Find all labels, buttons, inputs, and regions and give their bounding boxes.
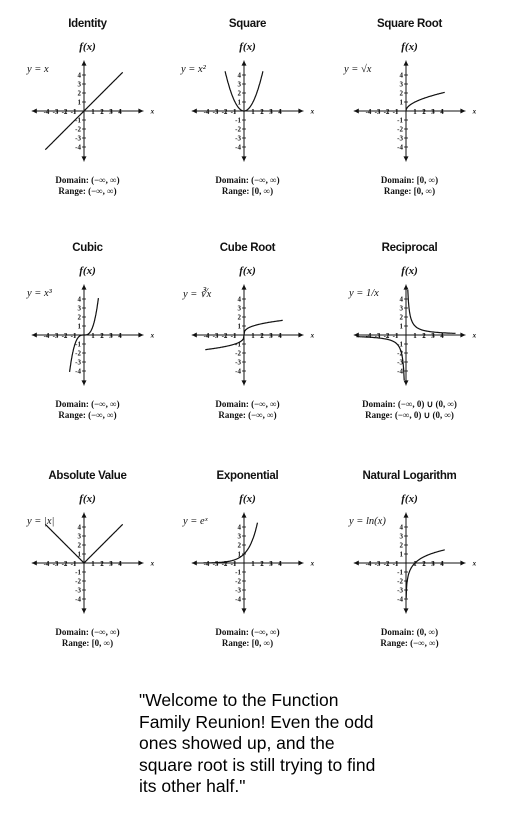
x-tick-label: -4 [365,332,372,340]
y-tick-label: -4 [75,367,81,376]
x-tick-label: -4 [43,560,50,568]
y-tick-label: -3 [75,134,81,143]
panel-title: Reciprocal [381,242,438,254]
x-tick-label: 1 [413,108,417,116]
y-tick-label: -1 [397,568,403,577]
y-tick-label: -2 [75,577,81,586]
y-tick-label: 3 [237,304,241,313]
y-tick-label: 3 [399,532,403,541]
y-tick-label: -3 [75,586,81,595]
y-axis-arrow-bottom [82,608,87,613]
graph [325,452,494,652]
x-axis-arrow-left [192,561,197,566]
x-axis-arrow [298,561,303,566]
x-tick-label: 3 [431,332,435,340]
x-tick-label: -4 [365,108,372,116]
y-axis-arrow-bottom [82,380,87,385]
fx-label: f(x) [239,41,256,53]
y-tick-label: -2 [397,349,403,358]
x-tick-label: 4 [440,332,444,340]
graph [325,0,494,200]
y-axis-arrow [242,513,247,518]
x-tick-label: -2 [383,108,390,116]
graph [163,0,332,200]
y-tick-label: 2 [237,313,241,322]
y-axis-arrow [404,61,409,66]
y-tick-label: -2 [75,349,81,358]
panel-square-root [325,0,494,225]
x-tick-label: 1 [91,332,95,340]
y-tick-label: 3 [77,304,81,313]
x-tick-label: 4 [278,108,282,116]
y-axis-arrow-bottom [404,608,409,613]
domain-text: Domain: (−∞, ∞) [55,627,120,637]
x-tick-label: -3 [212,332,219,340]
x-tick-label: -4 [43,332,50,340]
x-axis-arrow-left [354,561,359,566]
range-text: Range: [0, ∞) [383,186,436,196]
x-tick-label: -3 [52,332,59,340]
x-axis-arrow-left [32,333,37,338]
y-tick-label: -2 [397,577,403,586]
y-axis-arrow [82,285,87,290]
x-axis-arrow-left [32,561,37,566]
x-tick-label: 2 [422,108,426,116]
y-tick-label: -3 [397,358,403,367]
x-axis-arrow [460,333,465,338]
function-curve [406,550,445,598]
y-tick-label: -3 [397,586,403,595]
y-tick-label: -3 [235,134,241,143]
panel-title: Exponential [216,470,279,482]
x-tick-label: -1 [230,108,237,116]
y-tick-label: -1 [397,116,403,125]
x-axis-arrow [138,109,143,114]
x-axis-arrow [138,333,143,338]
x-tick-label: -1 [70,108,77,116]
panel-title: Cube Root [219,242,276,254]
graph [163,224,332,424]
range-text: Range: (−∞, ∞) [58,410,117,420]
x-tick-label: 3 [109,108,113,116]
x-tick-label: 4 [440,560,444,568]
y-tick-label: 4 [77,523,81,532]
y-tick-label: 1 [237,550,241,559]
y-axis-arrow-bottom [82,156,87,161]
x-axis-label: x [310,107,315,116]
panel-cubic [3,224,172,449]
y-tick-label: 3 [399,304,403,313]
panel-natural-logarithm [325,452,494,677]
x-tick-label: -2 [221,560,228,568]
function-equation: y = |x| [27,516,55,527]
domain-text: Domain: (−∞, ∞) [215,399,280,409]
x-tick-label: 3 [269,108,273,116]
x-tick-label: 4 [118,560,122,568]
graph [3,452,172,652]
y-axis-arrow [242,61,247,66]
function-equation: y = eˣ [183,516,208,527]
panel-title: Square Root [376,18,443,30]
x-tick-label: -1 [392,332,399,340]
y-tick-label: 1 [399,322,403,331]
y-tick-label: -2 [235,349,241,358]
x-tick-label: 2 [100,332,104,340]
x-axis-arrow [298,333,303,338]
x-axis-arrow-left [32,109,37,114]
y-tick-label: 4 [399,523,403,532]
axes-group [192,285,315,386]
x-axis-label: x [150,331,155,340]
panel-title: Cubic [72,242,103,254]
x-axis-label: x [150,559,155,568]
y-tick-label: -3 [235,358,241,367]
x-axis-label: x [472,559,477,568]
y-tick-label: -1 [397,340,403,349]
y-tick-label: 2 [399,89,403,98]
y-tick-label: -4 [397,595,403,604]
y-tick-label: -2 [397,125,403,134]
x-tick-label: -2 [61,560,68,568]
y-axis-arrow [404,513,409,518]
y-tick-label: -4 [75,143,81,152]
x-tick-label: 2 [260,108,264,116]
range-text: Range: [0, ∞) [221,186,274,196]
panel-absolute-value [3,452,172,677]
y-tick-label: -1 [75,568,81,577]
x-axis-label: x [310,331,315,340]
graph [163,452,332,652]
y-tick-label: -4 [75,595,81,604]
y-tick-label: 1 [77,98,81,107]
x-tick-label: -3 [212,560,219,568]
fx-label: f(x) [239,493,256,505]
y-tick-label: -2 [235,125,241,134]
caption-text: "Welcome to the Function Family Reunion! Even the odd ones showed up, and the square root is still trying to find its other half." [139,690,376,796]
y-tick-label: -1 [235,568,241,577]
y-tick-label: 1 [237,98,241,107]
y-tick-label: -2 [235,577,241,586]
function-curve [204,523,258,563]
x-tick-label: -2 [61,332,68,340]
x-tick-label: -2 [383,332,390,340]
x-tick-label: 2 [100,108,104,116]
x-tick-label: 1 [413,332,417,340]
y-tick-label: -2 [75,125,81,134]
x-axis-arrow [298,109,303,114]
y-tick-label: 4 [237,295,241,304]
y-tick-label: -1 [235,116,241,125]
axes-group [192,61,315,162]
y-axis-arrow [82,61,87,66]
x-axis-arrow [138,561,143,566]
domain-text: Domain: (−∞, ∞) [55,399,120,409]
x-tick-label: -2 [383,560,390,568]
x-tick-label: -4 [365,560,372,568]
y-tick-label: 1 [237,322,241,331]
x-tick-label: 3 [109,560,113,568]
function-equation: y = x² [181,64,206,75]
panel-cube-root [163,224,332,449]
y-axis-arrow-bottom [242,156,247,161]
x-tick-label: 2 [260,560,264,568]
fx-label: f(x) [401,493,418,505]
panel-title: Square [228,18,267,30]
fx-label: f(x) [79,41,96,53]
x-tick-label: 1 [251,332,255,340]
y-tick-label: -3 [235,586,241,595]
x-tick-label: 3 [109,332,113,340]
y-axis-arrow-bottom [404,380,409,385]
x-tick-label: -2 [61,108,68,116]
y-tick-label: 2 [237,89,241,98]
x-axis-arrow-left [354,109,359,114]
x-axis-label: x [150,107,155,116]
range-text: Range: [0, ∞) [61,638,114,648]
y-tick-label: 4 [237,523,241,532]
x-tick-label: -3 [52,560,59,568]
y-tick-label: -4 [397,143,403,152]
x-axis-arrow-left [192,333,197,338]
axes-group [354,61,477,162]
y-tick-label: 2 [399,541,403,550]
x-tick-label: -4 [203,560,210,568]
x-tick-label: 1 [251,560,255,568]
function-equation: y = x [27,64,49,75]
x-tick-label: 2 [422,560,426,568]
y-tick-label: 1 [399,98,403,107]
x-tick-label: 4 [278,332,282,340]
axes-group [354,285,477,386]
y-tick-label: 2 [77,541,81,550]
x-tick-label: 3 [431,108,435,116]
range-text: Range: (−∞, 0) ∪ (0, ∞) [365,410,454,420]
y-axis-arrow-bottom [242,608,247,613]
domain-text: Domain: [0, ∞) [380,175,439,185]
fx-label: f(x) [79,265,96,277]
panel-title: Identity [68,18,107,30]
y-tick-label: 3 [237,532,241,541]
y-tick-label: -4 [235,143,241,152]
y-tick-label: 3 [399,80,403,89]
y-tick-label: 2 [77,89,81,98]
x-tick-label: 3 [269,332,273,340]
domain-text: Domain: (−∞, ∞) [55,175,120,185]
panel-title: Natural Logarithm [362,470,457,482]
y-tick-label: 4 [77,71,81,80]
x-axis-label: x [310,559,315,568]
x-tick-label: -1 [230,332,237,340]
panel-identity [3,0,172,225]
graph [3,224,172,424]
y-tick-label: 3 [77,80,81,89]
x-tick-label: 4 [278,560,282,568]
x-tick-label: -1 [392,560,399,568]
panel-reciprocal [325,224,494,449]
y-tick-label: 1 [399,550,403,559]
y-axis-arrow [242,285,247,290]
x-tick-label: -3 [374,560,381,568]
x-axis-label: x [472,107,477,116]
y-tick-label: 2 [237,541,241,550]
axes-group [32,285,155,386]
y-tick-label: 1 [77,322,81,331]
y-tick-label: 4 [237,71,241,80]
y-tick-label: -4 [235,595,241,604]
y-tick-label: -1 [75,340,81,349]
x-tick-label: -3 [212,108,219,116]
x-tick-label: -3 [374,108,381,116]
panel-square [163,0,332,225]
y-tick-label: 3 [237,80,241,89]
y-tick-label: -3 [397,134,403,143]
domain-text: Domain: (−∞, ∞) [215,627,280,637]
y-tick-label: -1 [75,116,81,125]
x-tick-label: 1 [413,560,417,568]
x-tick-label: 3 [269,560,273,568]
x-tick-label: -1 [230,560,237,568]
x-tick-label: 4 [118,108,122,116]
x-axis-label: x [472,331,477,340]
graph [325,224,494,424]
y-tick-label: 2 [399,313,403,322]
range-text: Range: (−∞, ∞) [58,186,117,196]
y-tick-label: 3 [77,532,81,541]
panel-title: Absolute Value [48,470,127,482]
y-tick-label: 2 [77,313,81,322]
y-tick-label: 4 [399,71,403,80]
fx-label: f(x) [401,265,418,277]
y-axis-arrow-bottom [404,156,409,161]
fx-label: f(x) [239,265,256,277]
function-equation: y = ln(x) [349,516,386,527]
y-tick-label: -4 [235,367,241,376]
range-text: Range: [0, ∞) [221,638,274,648]
x-tick-label: 2 [422,332,426,340]
function-equation: y = 1/x [349,288,379,299]
x-axis-arrow-left [192,109,197,114]
x-tick-label: -4 [203,332,210,340]
x-tick-label: -2 [221,108,228,116]
x-tick-label: 4 [118,332,122,340]
function-equation: y = x³ [27,288,52,299]
x-tick-label: 4 [440,108,444,116]
axes-group [32,61,155,162]
y-tick-label: -3 [75,358,81,367]
x-tick-label: -1 [70,560,77,568]
y-tick-label: 4 [77,295,81,304]
x-tick-label: 1 [91,108,95,116]
x-tick-label: -4 [43,108,50,116]
x-axis-arrow [460,561,465,566]
fx-label: f(x) [401,41,418,53]
x-tick-label: -1 [392,108,399,116]
y-tick-label: -4 [397,367,403,376]
x-tick-label: 1 [91,560,95,568]
domain-text: Domain: (−∞, 0) ∪ (0, ∞) [362,399,457,409]
x-tick-label: 2 [260,332,264,340]
y-tick-label: -1 [235,340,241,349]
x-tick-label: 3 [431,560,435,568]
x-tick-label: -3 [52,108,59,116]
graph [3,0,172,200]
y-tick-label: 4 [399,295,403,304]
y-axis-arrow [404,285,409,290]
y-axis-arrow [82,513,87,518]
x-tick-label: -1 [70,332,77,340]
x-tick-label: 1 [251,108,255,116]
x-tick-label: -4 [203,108,210,116]
axes-group [32,513,155,614]
function-equation: y = ∛x [183,289,212,300]
y-axis-arrow-bottom [242,380,247,385]
range-text: Range: (−∞, ∞) [380,638,439,648]
x-tick-label: -3 [374,332,381,340]
x-tick-label: 2 [100,560,104,568]
x-tick-label: -2 [221,332,228,340]
y-tick-label: 1 [77,550,81,559]
panel-exponential [163,452,332,677]
x-axis-arrow [460,109,465,114]
range-text: Range: (−∞, ∞) [218,410,277,420]
domain-text: Domain: (0, ∞) [380,627,439,637]
fx-label: f(x) [79,493,96,505]
domain-text: Domain: (−∞, ∞) [215,175,280,185]
function-equation: y = √x [344,64,372,75]
